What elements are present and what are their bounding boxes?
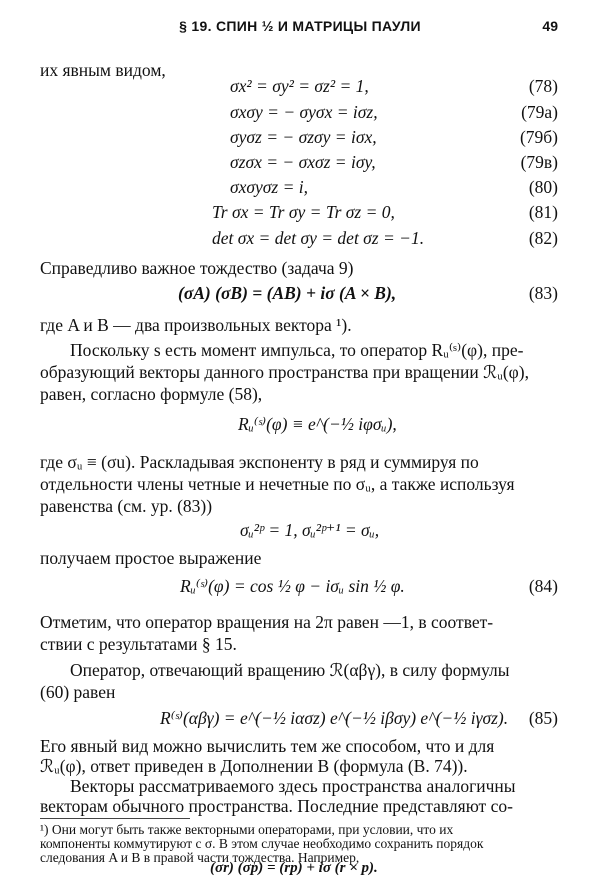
paragraph-momentum-line3: равен, согласно формуле (58), [40, 384, 263, 404]
equation-79b: σyσz = − σzσy = iσx, [230, 127, 377, 147]
paragraph-expansion-line1: где σᵤ ≡ (σu). Раскладывая экспоненту в ряд и суммируя по [40, 452, 479, 472]
paragraph-simple-expression: получаем простое выражение [40, 548, 262, 568]
equation-number-79v: (79в) [520, 152, 558, 172]
footnote-rule [40, 818, 190, 819]
equation-number-85: (85) [528, 708, 558, 728]
footnote-equation: (σr) (σp) = (rp) + iσ (r × p). [210, 860, 378, 876]
equation-number-79a: (79а) [521, 102, 558, 122]
equation-number-79b: (79б) [519, 127, 558, 147]
equation-number-82: (82) [528, 228, 558, 248]
equation-84: Rᵤ⁽ˢ⁾(φ) = cos ½ φ − iσᵤ sin ½ φ. [180, 576, 405, 596]
equation-83: (σA) (σB) = (AB) + iσ (A × B), [178, 283, 397, 303]
footnote-line2: компоненты коммутируют с σ. В этом случае необходимо сохранить порядок [40, 836, 484, 851]
paragraph-explicit-line2: ℛᵤ(φ), ответ приведен в Дополнении В (формула (В. 74)). [40, 756, 468, 776]
equation-number-80: (80) [528, 177, 558, 197]
footnote-line1: ¹) Они могут быть также векторными операторами, при условии, что их [40, 822, 454, 837]
paragraph-analogy-line1: Векторы рассматриваемого здесь пространства аналогичны [40, 776, 560, 797]
running-header [0, 18, 600, 38]
equation-81: Tr σx = Tr σy = Tr σz = 0, [212, 202, 395, 222]
equation-79a: σxσy = − σyσx = iσz, [230, 102, 378, 122]
equation-79v: σzσx = − σxσz = iσy, [230, 152, 376, 172]
equation-powers: σᵤ²ᵖ = 1, σᵤ²ᵖ⁺¹ = σᵤ, [240, 520, 380, 540]
footnote-line3: следования A и B в правой части тождества. Например, [40, 850, 360, 865]
paragraph-2pi-line1: Отметим, что оператор вращения на 2π равен —1, в соответ- [40, 612, 494, 632]
equation-number-78: (78) [528, 76, 558, 96]
equation-82: det σx = det σy = det σz = −1. [212, 228, 425, 248]
paragraph-explicit-line1: Его явный вид можно вычислить тем же способом, что и для [40, 736, 495, 756]
paragraph-momentum-line2: образующий векторы данного пространства при вращении ℛᵤ(φ), [40, 362, 529, 382]
paragraph-operator-line1: Оператор, отвечающий вращению ℛ(αβγ), в силу формулы [70, 660, 510, 680]
equation-number-83: (83) [528, 283, 558, 303]
paragraph-expansion-line3: равенства (см. ур. (83)) [40, 496, 213, 516]
equation-80: σxσyσz = i, [230, 177, 309, 197]
equation-85: R⁽ˢ⁾(αβγ) = e^(−½ iασz) e^(−½ iβσy) e^(−½ iγσz). [160, 708, 509, 728]
paragraph-expansion-line2: отдельности члены четные и нечетные по σᵤ, а также используя [40, 474, 515, 494]
equation-78: σx² = σy² = σz² = 1, [230, 76, 369, 96]
running-title: § 19. СПИН ½ И МАТРИЦЫ ПАУЛИ [179, 18, 421, 34]
equation-rotation-def: Rᵤ⁽ˢ⁾(φ) ≡ e^(−½ iφσᵤ), [238, 414, 397, 434]
page-number: 49 [542, 18, 558, 34]
paragraph-analogy-line2: векторам обычного пространства. Последние представляют со- [40, 796, 560, 817]
paragraph-vectors-ab: где A и B — два произвольных вектора ¹). [40, 315, 352, 335]
paragraph-identity: Справедливо важное тождество (задача 9) [40, 258, 354, 278]
equation-number-81: (81) [528, 202, 558, 222]
equation-number-84: (84) [528, 576, 558, 596]
paragraph-intro: их явным видом, [40, 60, 166, 80]
paragraph-operator-line2: (60) равен [40, 682, 116, 702]
paragraph-momentum-line1: Поскольку s есть момент импульса, то оператор Rᵤ⁽ˢ⁾(φ), пре- [70, 340, 524, 360]
paragraph-2pi-line2: ствии с результатами § 15. [40, 634, 237, 654]
